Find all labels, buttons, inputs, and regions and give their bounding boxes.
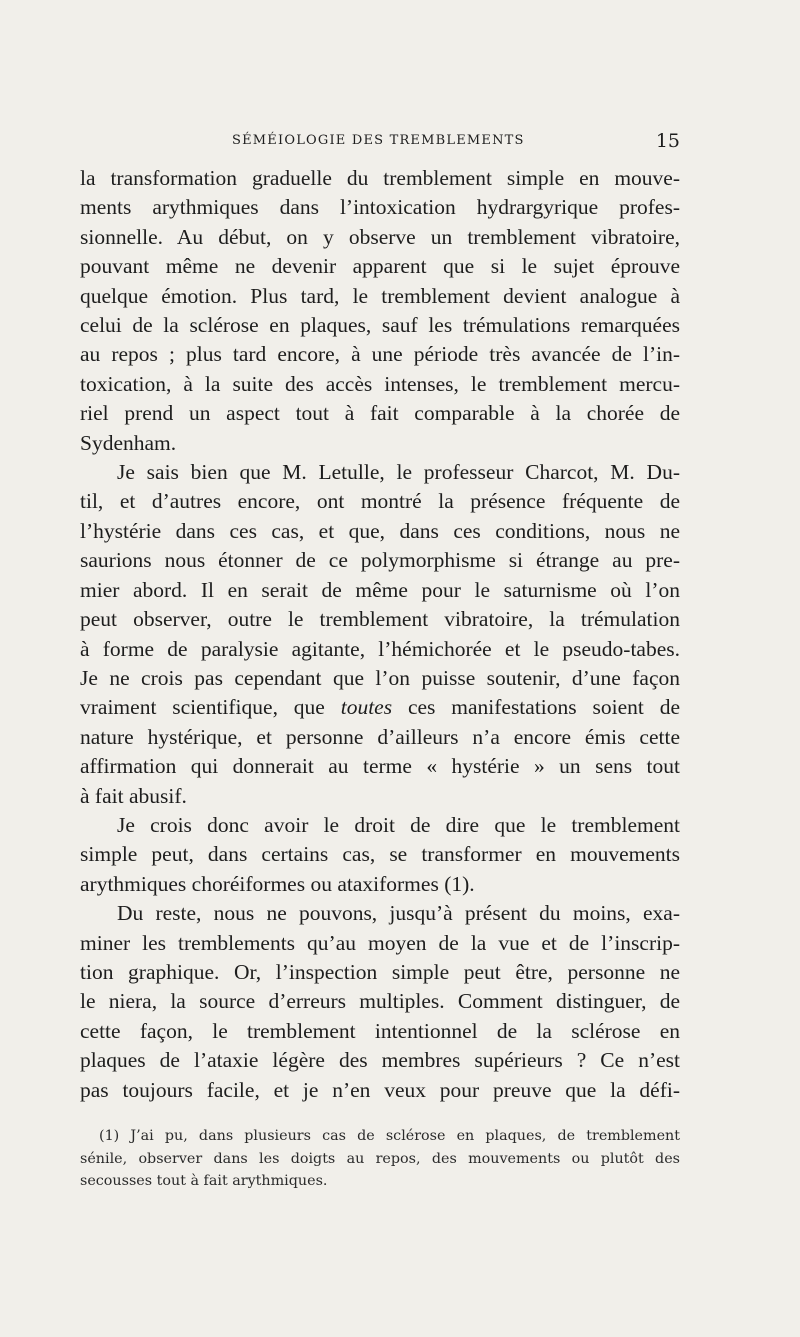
footnote-line: secousses tout à fait arythmiques. (80, 1173, 328, 1189)
text-line: simple peut, dans certains cas, se transformer en mouvements (80, 842, 680, 867)
text-line: au repos ; plus tard encore, à une période très avancée de l’in- (80, 342, 680, 367)
text-line: Je crois donc avoir le droit de dire que le tremblement (117, 812, 680, 837)
text-line: l’hystérie dans ces cas, et que, dans ces conditions, nous ne (80, 518, 680, 543)
paragraph-1 (80, 164, 680, 458)
text-line: Sydenham. (80, 430, 177, 455)
text-line: saurions nous étonner de ce polymorphisme si étrange au pre- (80, 548, 680, 573)
emphasized-word: toutes (340, 695, 393, 720)
text-line: til, et d’autres encore, ont montré la présence fréquente de (80, 489, 680, 514)
text-line: arythmiques choréiformes ou ataxiformes (1). (80, 871, 475, 896)
text-line: pas toujours facile, et je n’en veux pour preuve que la défi- (80, 1077, 680, 1102)
text-line: sionnelle. Au début, on y observe un tremblement vibratoire, (80, 224, 680, 249)
text-line: tion graphique. Or, l’inspection simple peut être, personne ne (80, 959, 680, 984)
text-line: Je sais bien que M. Letulle, le professeur Charcot, M. Du- (117, 460, 680, 485)
paragraph-2 (80, 458, 680, 811)
text-line: affirmation qui donnerait au terme « hystérie » un sens tout (80, 754, 680, 779)
page-number: 15 (655, 130, 680, 152)
text-line: plaques de l’ataxie légère des membres supérieurs ? Ce n’est (80, 1048, 680, 1073)
body-text (80, 164, 680, 1105)
text-line: mier abord. Il en serait de même pour le saturnisme où l’on (80, 577, 680, 602)
paragraph-4 (80, 899, 680, 1105)
text-line: celui de la sclérose en plaques, sauf les trémulations remarquées (80, 313, 680, 338)
text-line: nature hystérique, et personne d’ailleurs n’a encore émis cette (80, 724, 680, 749)
footnote-line: (1) J’ai pu, dans plusieurs cas de sclérose en plaques, de tremblement (99, 1128, 680, 1144)
text-line: Je ne crois pas cependant que l’on puisse soutenir, d’une façon (80, 665, 680, 690)
text-line: à fait abusif. (80, 783, 187, 808)
text-line: miner les tremblements qu’au moyen de la vue et de l’inscrip- (80, 930, 680, 955)
text-line: riel prend un aspect tout à fait comparable à la chorée de (80, 401, 680, 426)
text-line-with-emphasis (80, 693, 680, 722)
running-title: SÉMÉIOLOGIE DES TREMBLEMENTS (232, 133, 525, 148)
text-line: à forme de paralysie agitante, l’hémichorée et le pseudo-tabes. (80, 636, 680, 661)
text-line: quelque émotion. Plus tard, le tremblement devient analogue à (80, 283, 680, 308)
footnote-line: sénile, observer dans les doigts au repos, des mouvements ou plutôt des (80, 1150, 680, 1167)
text-line: le niera, la source d’erreurs multiples. Comment distinguer, de (80, 989, 680, 1014)
text-line: la transformation graduelle du tremblement simple en mouve- (80, 166, 680, 190)
footnote (80, 1125, 680, 1193)
text-line: cette façon, le tremblement intentionnel de la sclérose en (80, 1018, 680, 1043)
text-segment: vraiment scientifique, que (80, 695, 325, 720)
text-line: toxication, à la suite des accès intenses, le tremblement mercu- (80, 371, 680, 396)
text-line: Du reste, nous ne pouvons, jusqu’à présent du moins, exa- (117, 901, 680, 926)
running-head (80, 130, 680, 164)
text-line: peut observer, outre le tremblement vibratoire, la trémulation (80, 607, 680, 632)
paragraph-3 (80, 811, 680, 899)
book-page (80, 130, 680, 1193)
text-line: pouvant même ne devenir apparent que si le sujet éprouve (80, 254, 680, 279)
text-segment: ces manifestations soient de (407, 695, 680, 720)
text-line: ments arythmiques dans l’intoxication hydrargyrique profes- (80, 195, 680, 220)
